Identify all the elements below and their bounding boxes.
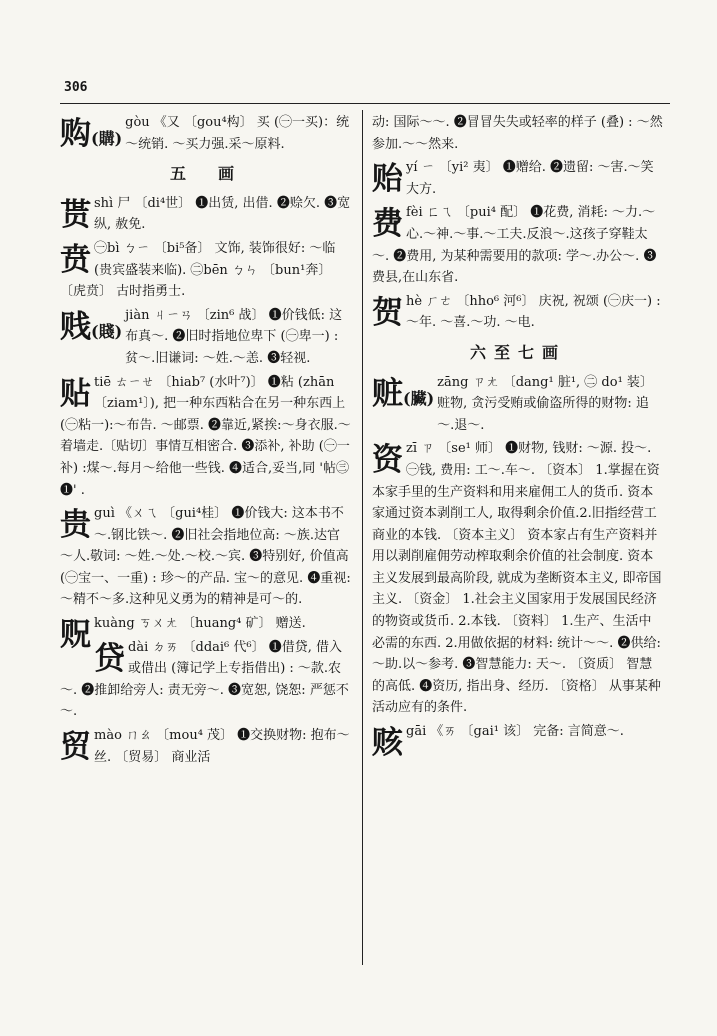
entry-definition: zāng ㄗㄤ 〔dang¹ 脏¹, ㊁ do¹ 装〕 赃物, 贪污受贿或偷盗所得的财物: 追～.退～. <box>437 374 653 433</box>
headword-char: 贴 <box>60 375 91 412</box>
entry-definition: guì 《ㄨㄟ 〔gui⁴桂〕 ❶价钱大: 这本书不～.钢比铁～. ❷旧社会指地位高: ～族.达官～人.敬词: ～姓.～处.～校.～宾. ❸特别好, 价值高 (㊀宝一、一重) : 珍～的产品. 宝～的意见. ❹重视: ～精不～多.这种见义勇为的精神是可～的. <box>60 506 351 608</box>
traditional-variant: (購) <box>91 129 123 148</box>
traditional-variant: (賤) <box>91 321 123 341</box>
entry-definition: jiàn ㄐㄧㄢ 〔zin⁶ 战〕 ❶价钱低: 这布真～. ❷旧时指地位卑下 (㊀卑一) : 贫～.旧谦词: ～姓.～恙. ❸轻视. <box>125 307 343 366</box>
entry-definition: yí ㄧ 〔yi² 夷〕 ❶赠给. ❷遗留: ～害.～笑大方. <box>406 160 654 197</box>
headword-char: 赃 <box>372 375 403 412</box>
entry-definition: shì 尸 〔di⁴世〕 ❶出赁, 出借. ❷赊欠. ❸宽纵, 赦免. <box>94 195 351 233</box>
dictionary-entry <box>60 193 352 236</box>
headword-char: 贵 <box>60 507 91 544</box>
entry-definition: 动: 国际～～. ❷冒冒失失或轻率的样子 (叠) : ～然参加.～～然来. <box>372 115 663 152</box>
traditional-variant: (臟) <box>403 388 435 408</box>
dictionary-entry <box>60 613 352 654</box>
entry-definition: hè ㄏㄜ 〔hho⁶ 河⁶〕 庆祝, 祝颂 (㊀庆一) : ～年. ～喜.～功. ～电. <box>406 293 661 331</box>
page-number: 306 <box>64 80 88 95</box>
entry-definition: mào ㄇㄠ 〔mou⁴ 茂〕 ❶交换财物: 抱布～丝. 〔贸易〕 商业活 <box>94 728 350 765</box>
headword <box>372 158 403 200</box>
headword <box>60 194 91 236</box>
headword <box>60 113 122 160</box>
headword <box>372 722 403 764</box>
dictionary-entry <box>372 112 664 155</box>
column-divider <box>362 110 363 965</box>
section-heading: 六至七画 <box>469 342 566 362</box>
dictionary-entry <box>372 721 664 762</box>
entry-definition: tiē ㄊㄧㄝ 〔hiab⁷ (水叶⁷)〕 ❶粘 (zhān 〔ziam¹〕), 把一种东西粘合在另一种东西上(㊀粘一):～布告. ～邮票. ❷靠近,紧挨:～身衣服.～着墙走.〔贴切〕事情互相密合. ❸添补, 补助 (㊀一补) :煤～.每月～给他一些钱. ❹适合,妥当,同 '帖㊂❶' . <box>60 374 351 498</box>
headword <box>60 614 91 656</box>
headword-char: 贻 <box>372 161 403 198</box>
entry-definition: gòu 《又 〔gou⁴构〕 买 (㊀一买)：统～统销. ～买力强.采～原料. <box>125 115 350 152</box>
headword <box>60 239 91 281</box>
dictionary-entry <box>60 637 352 723</box>
header-rule <box>60 103 670 104</box>
headword-char: 资 <box>372 442 403 479</box>
headword <box>60 504 91 546</box>
headword <box>372 203 403 245</box>
headword <box>372 373 434 420</box>
dictionary-entry <box>60 372 352 502</box>
headword-char: 贶 <box>60 617 91 654</box>
entry-definition: gāi 《ㄞ 〔gai¹ 该〕 完备: 言简意～. <box>406 724 624 740</box>
dictionary-entry <box>372 438 664 719</box>
dictionary-entry <box>372 202 664 288</box>
dictionary-entry <box>372 372 664 437</box>
headword-char: 赅 <box>372 725 403 762</box>
headword-char: 贲 <box>60 241 91 278</box>
headword <box>60 726 91 768</box>
section-heading: 五 画 <box>169 164 242 184</box>
dictionary-entry <box>60 238 352 303</box>
dictionary-entry <box>372 291 664 334</box>
entry-definition: ㊀bì ㄅㄧ 〔bi⁵备〕 文饰, 装饰很好: ～临 (贵宾盛装来临). ㊁bēn ㄅㄣ 〔bun¹奔〕 〔虎贲〕 古时指勇士. <box>60 240 336 300</box>
dictionary-entry <box>60 503 352 611</box>
headword-char: 贸 <box>60 729 91 766</box>
entry-definition: fèi ㄈㄟ 〔pui⁴ 配〕 ❶花费, 消耗: ～力.～心.～神.～事.～工夫.反浪～.这孩子穿鞋太～. ❷费用, 为某种需要用的款项: 学～.办公～. ❸费县,在山东省. <box>372 205 657 286</box>
right-column <box>372 112 664 964</box>
headword-char: 贳 <box>60 196 91 233</box>
entry-definition: kuàng ㄎㄨㄤ 〔huang⁴ 矿〕 赠送. <box>94 616 306 632</box>
headword <box>372 292 403 334</box>
dictionary-entry <box>60 112 352 155</box>
headword-char: 贺 <box>372 294 403 331</box>
headword-char: 贷 <box>94 640 125 677</box>
dictionary-entry <box>60 725 352 768</box>
left-column <box>60 112 352 964</box>
headword <box>60 306 122 353</box>
headword <box>94 638 125 680</box>
dictionary-entry <box>60 305 352 370</box>
headword <box>60 373 91 415</box>
entry-definition: zī ㄗ 〔se¹ 师〕 ❶财物, 钱财: ～源. 投～.㊀钱, 费用: 工～.车～. 〔资本〕 1.掌握在资本家手里的生产资料和用来雇佣工人的货币. 资本家通过资本剥削工人, 取得剩余价值.2.旧指经营工商业的本钱. 〔资本主义〕 资本家占有生产资料并用以剥削雇佣劳动榨取剩余价值的社会制度. 资本主义发展到最高阶段, 就成为垄断资本主义, 即帝国主义. 〔资金〕 1.社会主义国家用于发展国民经济的物资或货币. 2.本钱. 〔资料〕 1.生产、生活中必需的东西. 2.用做依据的材料: 统计～～. ❷供给: ～助.以～参考. ❸智慧能力: 天～. 〔资质〕 智慧的高低. ❹资历, 指出身、经历. 〔资格〕 从事某种活动应有的条件. <box>372 441 662 716</box>
dictionary-entry <box>372 157 664 200</box>
headword-char: 购 <box>60 116 91 152</box>
entry-definition: dài ㄉㄞ 〔ddai⁶ 代⁶〕 ❶借贷, 借入或借出 (簿记学上专指借出) : ～款.农～. ❷推卸给旁人: 责无旁～. ❸宽恕, 饶恕: 严惩不～. <box>60 639 349 720</box>
headword-char: 贱 <box>60 308 91 345</box>
headword <box>372 439 403 481</box>
headword-char: 费 <box>372 206 403 243</box>
